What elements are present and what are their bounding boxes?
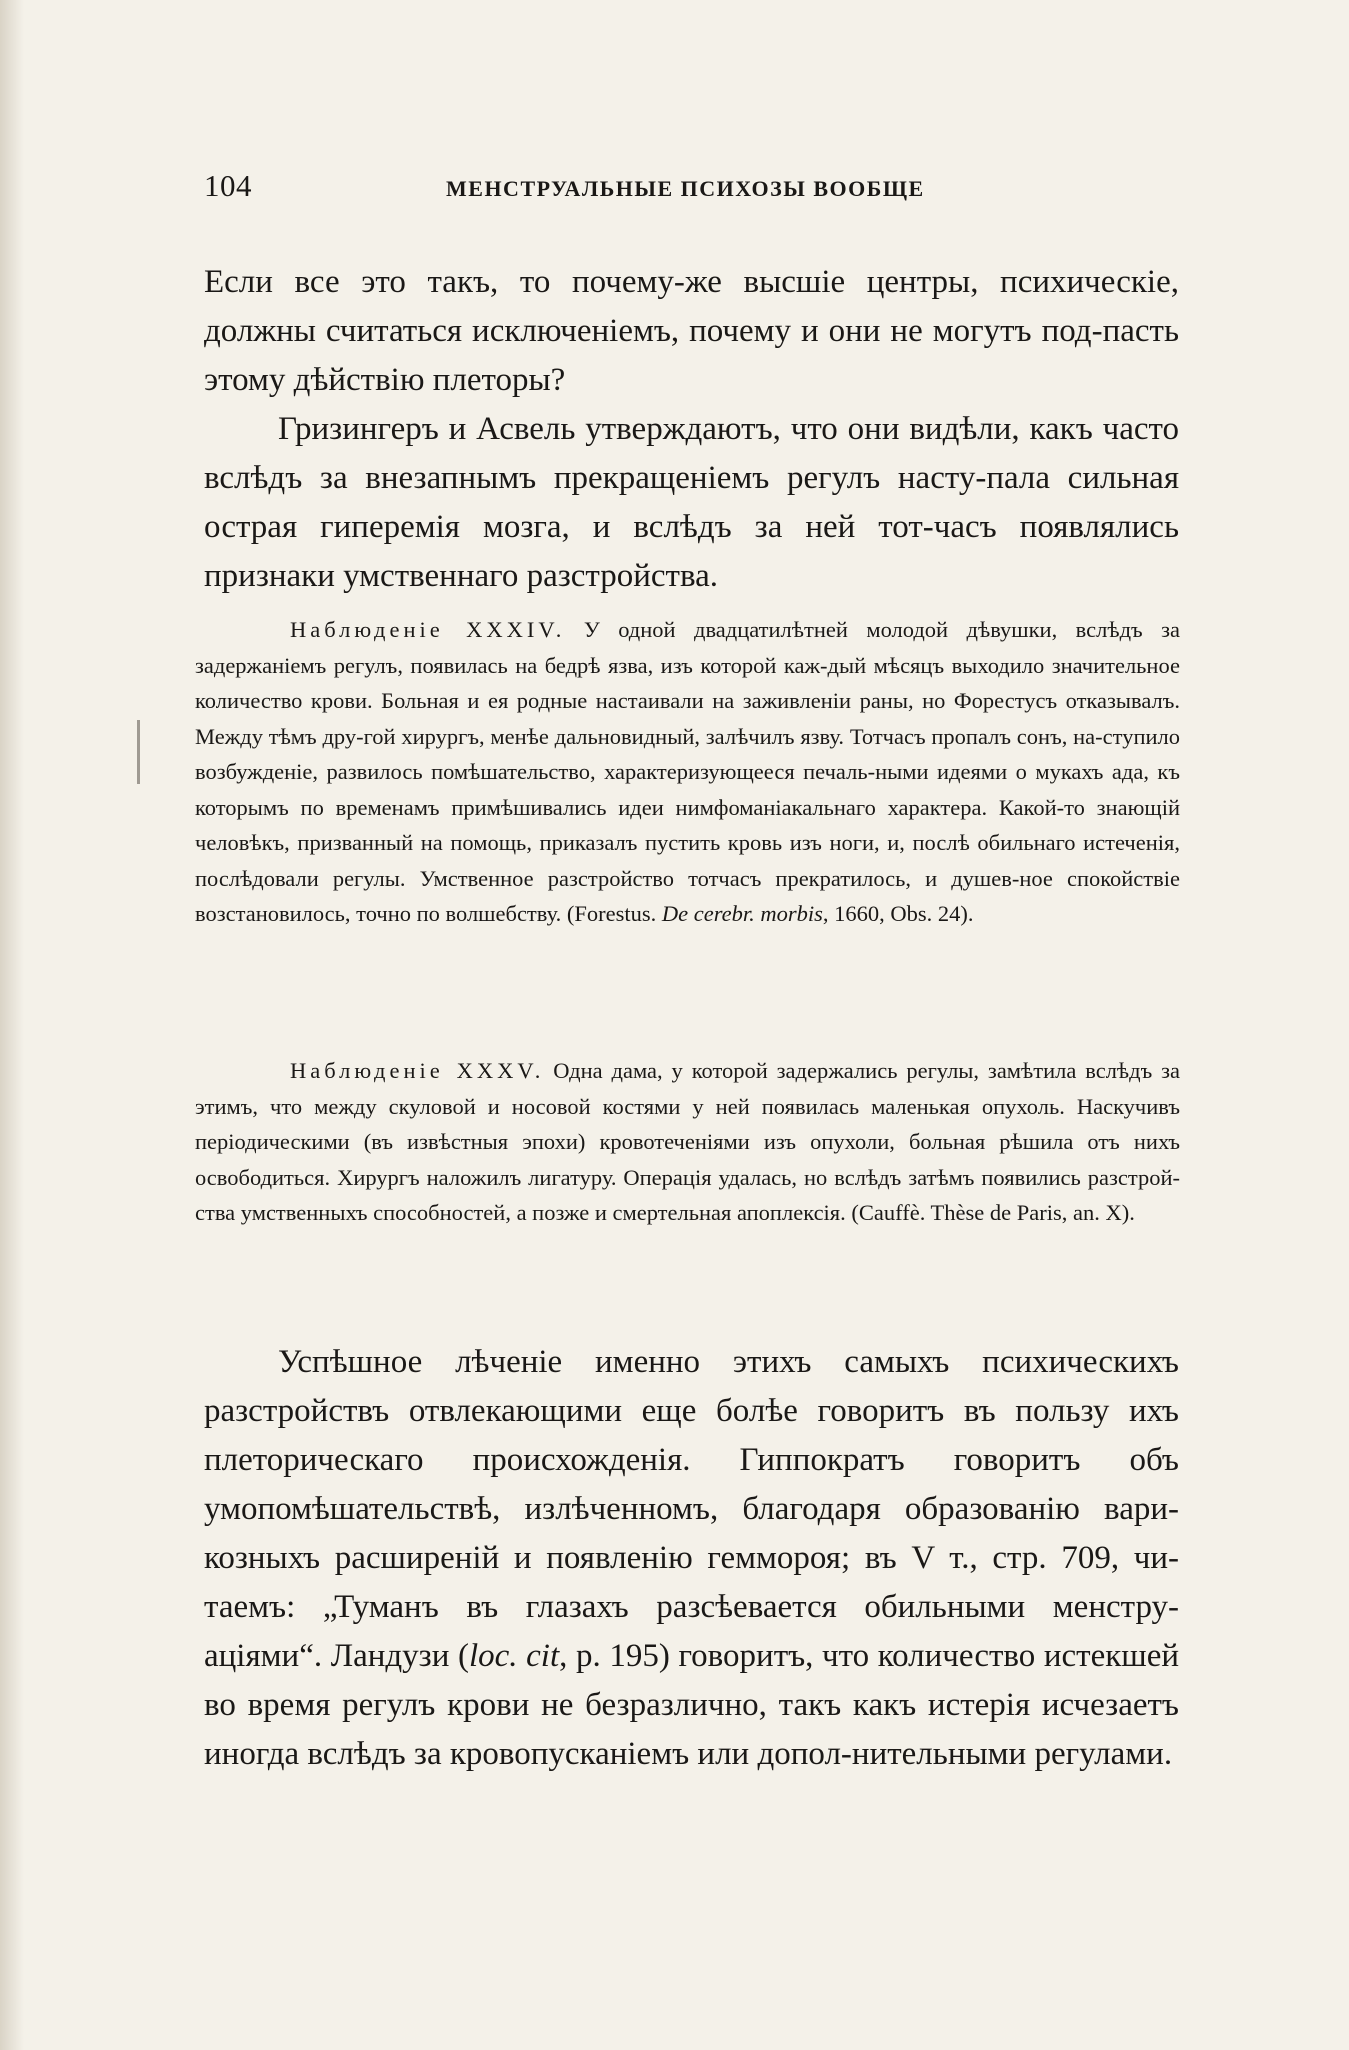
- note-text: Одна дама, у которой задержались регулы, замѣтила вслѣдъ за этимъ, что между скуловой и носовой костями у ней появилась маленькая опухоль. Наскучивъ періодическими (въ извѣстныя эпохи) кровотеченіями изъ опухоли, больная рѣшила отъ нихъ освободиться. Хирургъ наложилъ лигатуру. Операція удалась, но вслѣдъ затѣмъ появились разстрой-ства умственныхъ способностей, а позже и смертельная апоплексія. (Cauffè. Thèse de Paris, an. X).: [195, 1058, 1180, 1225]
- observation-note-34: [195, 612, 1180, 932]
- note-paragraph: [195, 612, 1180, 932]
- note-label: Наблюденіе XXXIV.: [290, 617, 566, 642]
- note-text: У одной двадцатилѣтней молодой дѣвушки, вслѣдъ за задержаніемъ регулъ, появилась на бедрѣ язва, изъ которой каж-дый мѣсяцъ выходило значительное количество крови. Больная и ея родные настаивали на заживленіи раны, но Форестусъ отказывалъ. Между тѣмъ дру-гой хирургъ, менѣе дальновидный, залѣчилъ язву. Тотчасъ пропалъ сонъ, на-ступило возбужденіе, развилось помѣшательство, характеризующееся печаль-ными идеями о мукахъ ада, къ которымъ по временамъ примѣшивались идеи нимфоманіакальнаго характера. Какой-то знающій человѣкъ, призванный на помощь, приказалъ пустить кровь изъ ноги, и, послѣ обильнаго истеченія, послѣдовали регулы. Умственное разстройство тотчасъ прекратилось, и душев-ное спокойствіе возстановилось, точно по волшебству. (Forestus.: [195, 617, 1180, 926]
- page-header: [204, 168, 1179, 212]
- page-number: 104: [204, 168, 252, 203]
- paragraph-1: Если все это такъ, то почему-же высшіе центры, психическіе, должны считаться исключеніемъ, почему и они не могутъ под-пасть этому дѣйствію плеторы?: [204, 264, 1179, 398]
- main-text-top: [204, 258, 1179, 601]
- margin-pencil-mark: [137, 720, 140, 784]
- page-spine-shadow: [0, 0, 24, 2050]
- observation-note-35: [195, 1053, 1180, 1231]
- note-citation-tail: , 1660, Obs. 24).: [822, 901, 974, 926]
- note-label: Наблюденіе XXXV.: [290, 1058, 545, 1083]
- paragraph-3: [204, 1338, 1179, 1779]
- paragraph-3-part-2: , p. 195) говоритъ, что количество истекшей во время регулъ крови не безразлично, такъ какъ истерія исчезаетъ иногда вслѣдъ за кровопусканіемъ или допол-нительными регулами.: [204, 1638, 1180, 1772]
- running-head: МЕНСТРУАЛЬНЫЕ ПСИХОЗЫ ВООБЩЕ: [446, 176, 925, 201]
- main-text-bottom: [204, 1338, 1179, 1779]
- paragraph-2: Гризингеръ и Асвель утверждаютъ, что они видѣли, какъ часто вслѣдъ за внезапнымъ прекращеніемъ регулъ насту-пала сильная острая гиперемія мозга, и вслѣдъ за ней тот-часъ появлялись признаки умственнаго разстройства.: [204, 411, 1179, 594]
- note-paragraph: [195, 1053, 1180, 1231]
- paragraph-3-citation: loc. cit: [468, 1638, 560, 1674]
- paragraph-3-part-1: Успѣшное лѣченіе именно этихъ самыхъ психическихъ разстройствъ отвлекающими еще болѣе говоритъ въ пользу ихъ плеторическаго происхожденія. Гиппократъ говоритъ объ умопомѣшательствѣ, излѣченномъ, благодаря образованію вари-козныхъ расширеній и появленію геммороя; въ V т., стр. 709, чи-таемъ: „Туманъ въ глазахъ разсѣевается обильными менстру-аціями“. Ландузи (: [204, 1344, 1179, 1674]
- note-citation-title: De cerebr. morbis: [661, 901, 823, 926]
